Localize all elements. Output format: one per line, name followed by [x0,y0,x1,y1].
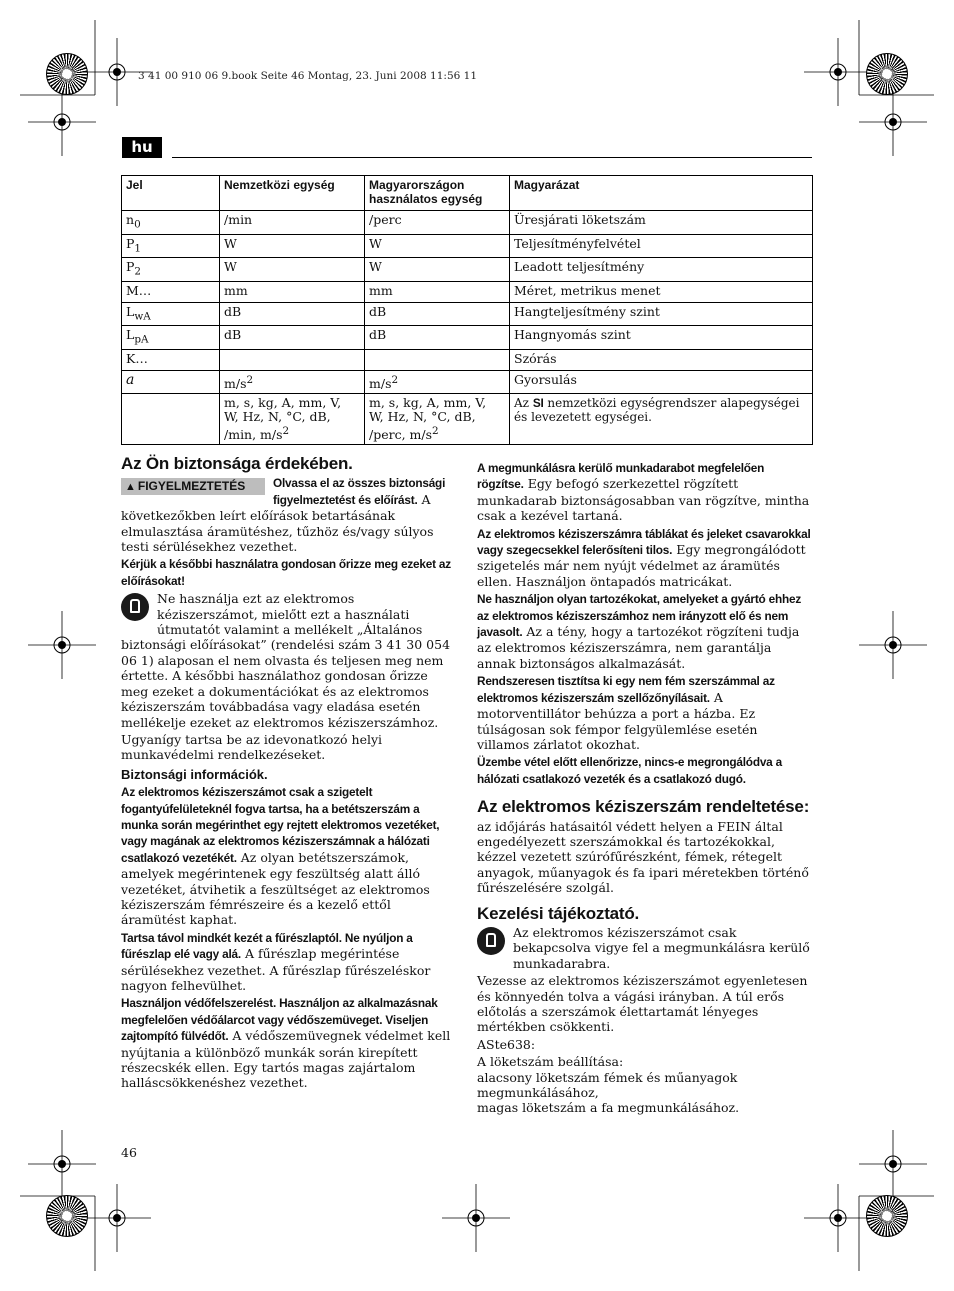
book-header: 3 41 00 910 06 9.book Seite 46 Montag, 23. Juni 2008 11:56 11 [138,70,478,82]
si-units-line: W, Hz, N, °C, dB, [224,408,331,424]
crosshair-mark [442,1184,510,1252]
warning-label: FIGYELMEZTETÉS [137,479,246,494]
crosshair-mark [83,1184,151,1252]
language-tag: hu [122,137,162,158]
si-note: nemzetközi egységrendszer alapegységei és levezetett egységei. [514,395,800,424]
rosette-top-right [866,53,908,95]
hu-unit: W [365,234,510,258]
table-row [122,258,813,282]
symbol-sub: 2 [134,265,142,278]
intl-unit: dB [220,302,365,326]
right-p3-text: Az a tény, hogy a tartozékot rögzíteni tudja az elektromos kéziszerszámra, nem garantálja annak biztonságos alkalmazását. [477,624,800,671]
stroke-title: A löketszám beállítása: [477,1054,624,1070]
safety-p3-bold: Használjon védőfelszerelést. Használjon az alkalmazásnak megfelelően védőálarcot vagy védőszemüveget. Viseljen zajtompító fülvédőt. [121,996,438,1044]
explanation: Teljesítményfelvétel [510,234,813,258]
warning-paragraph [121,475,456,554]
hu-unit: dB [365,326,510,350]
symbol: a [126,371,135,388]
table-row [122,234,813,258]
warning-bold: Olvassa el az összes biztonsági figyelmeztetést és előírást. [273,476,446,507]
explanation: Üresjárati löketszám [510,211,813,235]
right-column [477,460,812,1116]
table-header-row [122,176,813,211]
keep-instructions [121,556,456,589]
hu-unit: m/s [369,375,392,391]
crosshair-mark [859,88,927,156]
explanation: Hangnyomás szint [510,326,813,350]
symbol: L [126,303,135,319]
intl-unit: W [220,258,365,282]
safety-p2 [121,930,456,994]
right-p4-bold: Rendszeresen tisztítsa ki egy nem fém szerszámmal az elektromos kéziszerszám szellőzőnyílásait. [477,674,775,705]
safety-p3-text: A védőszemüvegnek védelmet kell nyújtania a különböző munkák során kirepített részecskék ellen. Egy tartós magas zajártalom halláscsökkenéshez vezethet. [121,1028,451,1091]
symbol: L [126,327,135,342]
hu-units-line: W, Hz, N, °C, dB, [369,408,476,424]
si-units-line: /min, m/s [224,426,283,442]
operation-heading: Kezelési tájékoztató. [477,903,640,923]
symbol: K… [126,350,148,366]
explanation: Gyorsulás [510,370,813,393]
symbol: n [126,212,135,227]
safety-p1 [121,784,456,928]
right-p1-bold: A megmunkálásra kerülő munkadarabot megfelelően rögzítse. [477,461,765,492]
right-p2-text: Egy megrongálódott szigetelés már nem nyújt védelmet az áramütés ellen. Használjon öntapadós matricákat. [477,542,806,589]
symbol: P [126,259,135,274]
table-row [122,326,813,350]
hu-unit: /perc [365,211,510,235]
crosshair-mark [28,611,96,679]
crosshair-mark [28,88,96,156]
table-header: Nemzetközi egység [220,176,365,211]
page-number: 46 [121,1145,137,1160]
right-p4 [477,673,812,752]
right-p2-bold: Az elektromos kéziszerszámra táblákat és jeleket csavarokkal vagy szegecsekkel felerősíteni tilos. [477,526,811,558]
right-p3-bold: Ne használjon olyan tartozékokat, amelyeket a gyártó ehhez az elektromos kéziszerszámhoz nem irányzott elő és nem javasolt. [477,592,802,640]
table-row [122,349,813,370]
table-header: Magyarországon használatos egység [365,176,510,211]
rosette-bottom-right [866,1195,908,1237]
crosshair-mark [859,1130,927,1198]
explanation: Leadott teljesítmény [510,258,813,282]
intl-unit: dB [220,326,365,350]
right-p4-text: A motorventillátor behúzza a port a házba. Ez túlságosan sok fémpor felgyülemlése esetén villamos zárlatot okozhat. [477,689,758,752]
intl-unit: mm [220,281,365,302]
hu-units-line: m, s, kg, A, mm, V, [369,394,487,410]
safety-p2-text: A fűrészlap megérintése sérülésekhez vezethet. A fűrészlap fűrészeléskor nagyon felhevülhet. [121,946,431,993]
right-p1-text: Egy befogó szerkezettel rögzített munkadarab biztonságosabban van rögzítve, mintha csak a kezével tartaná. [477,476,810,524]
safety-p2-bold: Tartsa távol mindkét kezét a fűrészlaptól. Ne nyúljon a fűrészlap elé vagy alá. [121,930,413,962]
symbol: M… [126,282,152,298]
read-manual-icon [121,593,149,621]
manual-paragraph [121,591,456,730]
explanation: Méret, metrikus menet [510,281,813,302]
si-note-pre: Az [514,395,533,410]
switch-on-icon [477,927,505,955]
si-units-line: m, s, kg, A, mm, V, [224,394,342,410]
model-label: ASte638: [477,1036,536,1052]
unit-sup: 2 [282,424,290,437]
warning-badge [121,478,265,495]
manual-text: Ne használja ezt az elektromos kéziszerszámot, mielőtt ezt a használati útmutatót valamint a mellékelt „Általános biztonsági előírásokat” (rendelési szám 3 41 30 054 06 1) alaposan el nem olvasta és teljesen meg nem értette. A későbbi használathoz gondosan őrizze meg ezeket a dokumentációkat és az elektromos kéziszerszám továbbadása vagy eladása esetén mellékelje ezeket az elektromos kéziszerszámhoz. [121,591,451,730]
si-abbrev: SI [532,395,544,410]
header-rule [172,157,812,158]
table-row [122,281,813,302]
safety-p3 [121,995,456,1090]
crosshair-mark [804,38,872,106]
intl-unit [220,349,365,370]
right-p5 [477,754,812,787]
purpose-heading: Az elektromos kéziszerszám rendeltetése: [477,797,810,817]
intl-unit: /min [220,211,365,235]
rosette-bottom-left [46,1195,88,1237]
unit-sup: 2 [246,373,254,386]
table-header: Magyarázat [510,176,813,211]
hu-unit: dB [365,302,510,326]
symbol-sub: 0 [134,218,141,231]
units-table [121,175,813,445]
safety-heading: Az Ön biztonsága érdekében. [121,454,353,473]
table-row [122,370,813,393]
left-column [121,456,456,1093]
warning-triangle-icon: ▲ [125,481,136,494]
keep-bold: Kérjük a későbbi használatra gondosan őrizze meg ezeket az előírásokat! [121,557,451,588]
crosshair-mark [859,611,927,679]
warning-text: A következőkben leírt előírások betartásának elmulasztása áramütéshez, tűzhöz és/vagy súlyos testi sérülésekhez vezethet. [121,491,434,555]
explanation: Hangteljesítmény szint [510,302,813,326]
table-row [122,393,813,444]
safety-p1-bold: Az elektromos kéziszerszámot csak a szigetelt fogantyúfelületeknél fogva tartsa, ha a betétszerszám a munka során megérinthet egy rejtett elektromos vezetéket, vagy magának az elektromos kéziszerszámnak a hálózati csatlakozó vezetékét. [121,785,440,865]
symbol-sub: pA [134,333,149,346]
symbol-sub: 1 [134,242,142,254]
stroke-high: magas löketszám a fa megmunkálásához. [477,1100,740,1116]
hu-units-line: /perc, m/s [369,426,433,442]
rosette-top-left [46,53,88,95]
table-row [122,302,813,326]
operation-p1-text: Az elektromos kéziszerszámot csak bekapcsolva vigye fel a megmunkálásra kerülő munkadarabra. [513,924,810,971]
operation-p2: Vezesse az elektromos kéziszerszámot egyenletesen és könnyedén tolva a vágási irányban. A túl erős előtolás a szerszámok élettartamát lényeges mértékben csökkenti. [477,973,808,1035]
crosshair-mark [28,1130,96,1198]
right-p5-bold: Üzembe vétel előtt ellenőrizze, nincs-e megrongálódva a hálózati csatlakozó vezeték és a csatlakozó dugó. [477,755,782,786]
safety-info-heading: Biztonsági információk. [121,766,268,782]
local-regs: Ugyanígy tartsa be az idevonatkozó helyi munkavédelmi rendelkezéseket. [121,731,383,763]
table-row [122,211,813,235]
intl-unit: W [220,234,365,258]
right-p1 [477,460,812,524]
hu-unit: mm [365,281,510,302]
right-p2 [477,526,812,590]
unit-sup: 2 [391,373,399,386]
intl-unit: m/s [224,375,247,391]
symbol-sub: wA [134,310,151,322]
crosshair-mark [804,1184,872,1252]
safety-p1-text: Az olyan betétszerszámok, amelyek megérintenek egy feszültség alatt álló vezetéket, átvihetik a feszültséget az elektromos kéziszerszám fémrészeire és a kezelő ettől áramütést kaphat. [121,849,430,928]
stroke-low: alacsony löketszám fémek és műanyagok megmunkálásához, [477,1069,738,1101]
hu-unit: W [365,258,510,282]
right-p3 [477,591,812,671]
purpose-text: az időjárás hatásaitól védett helyen a FEIN által engedélyezett szerszámokkal és tartozékokkal, kézzel vezetett szúrófűrészként, fémek, rétegelt anyagok, műanyagok és fa ipari méretekben történő fűrészelésére szolgál. [477,818,809,896]
unit-sup: 2 [432,424,439,437]
operation-p1 [477,925,812,971]
symbol: P [126,235,135,251]
table-header: Jel [122,176,220,211]
hu-unit [365,349,510,370]
explanation: Szórás [510,349,813,370]
